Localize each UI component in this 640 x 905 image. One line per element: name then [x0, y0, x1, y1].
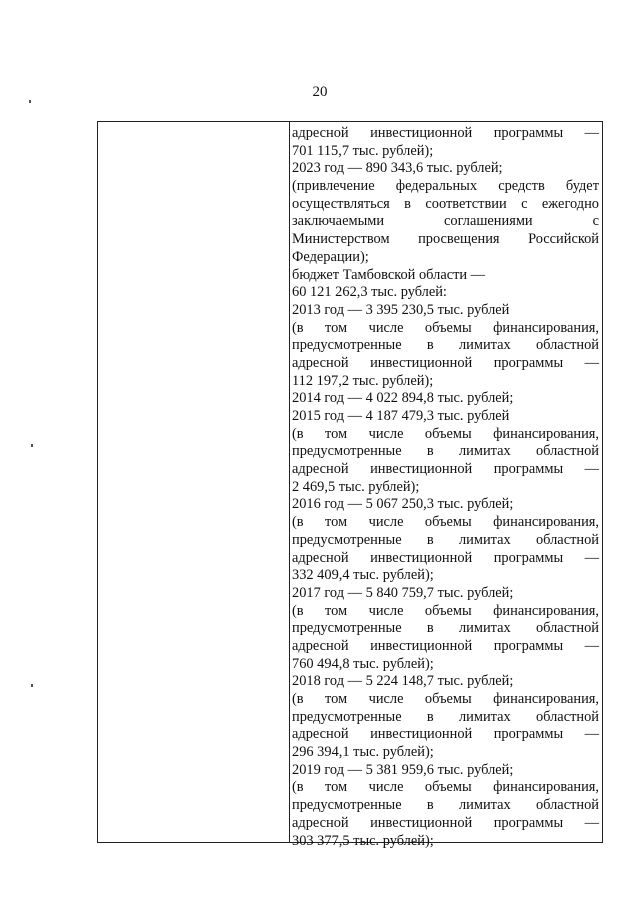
text-word: адресной	[292, 549, 349, 566]
text-word: лимитах	[458, 620, 511, 637]
text-word: с	[592, 213, 599, 230]
text-line	[292, 709, 599, 727]
text-word: областной	[535, 620, 599, 637]
text-word: (в	[292, 514, 304, 531]
text-line	[292, 178, 599, 196]
text-line	[292, 514, 599, 532]
text-line: 2014 год — 4 022 894,8 тыс. рублей;	[292, 390, 514, 407]
text-word: ежегодно	[541, 195, 599, 212]
text-word: предусмотренные	[292, 443, 402, 460]
text-word: областной	[535, 708, 599, 725]
text-word: в	[426, 443, 434, 460]
text-line: 2017 год — 5 840 759,7 тыс. рублей;	[292, 584, 514, 601]
text-word: лимитах	[458, 531, 511, 548]
text-word: соглашениями	[444, 213, 533, 230]
text-word: числе	[368, 319, 404, 336]
text-word: числе	[368, 779, 404, 796]
text-line: 296 394,1 тыс. рублей);	[292, 744, 434, 761]
text-word: инвестиционной	[370, 549, 473, 566]
text-word: Российской	[528, 231, 599, 248]
text-word: том	[325, 779, 348, 796]
text-word: инвестиционной	[370, 125, 473, 141]
text-word: (в	[292, 319, 304, 336]
text-word: программы	[493, 461, 564, 478]
text-word: —	[584, 549, 599, 566]
text-line: 303 377,5 тыс. рублей);	[292, 832, 434, 849]
text-line	[292, 638, 599, 656]
table-cell-content	[292, 125, 599, 850]
text-word: лимитах	[458, 337, 511, 354]
text-line: 2023 год — 890 343,6 тыс. рублей;	[292, 160, 503, 177]
text-line: 2015 год — 4 187 479,3 тыс. рублей	[292, 408, 510, 424]
text-word: будет	[565, 178, 599, 195]
text-line: бюджет Тамбовской области —	[292, 266, 486, 283]
text-word: том	[325, 691, 348, 707]
text-word: просвещения	[418, 231, 500, 248]
text-line: 2013 год — 3 395 230,5 тыс. рублей	[292, 301, 510, 318]
text-word: —	[584, 814, 599, 831]
text-word: соответствии	[425, 195, 507, 212]
text-line	[292, 779, 599, 797]
page-number: 20	[312, 84, 328, 100]
text-word: объемы	[424, 514, 472, 531]
text-word: —	[584, 125, 599, 141]
text-line	[292, 426, 599, 444]
text-line	[292, 125, 599, 143]
text-word: (привлечение	[292, 178, 375, 195]
text-line	[292, 797, 599, 815]
text-word: программы	[493, 637, 564, 654]
text-line	[292, 443, 599, 461]
text-line: 332 409,4 тыс. рублей);	[292, 567, 434, 584]
text-line	[292, 620, 599, 638]
text-word: областной	[535, 443, 599, 460]
text-word: том	[325, 514, 348, 531]
text-word: объемы	[424, 691, 472, 707]
text-word: объемы	[424, 425, 472, 442]
text-word: инвестиционной	[370, 637, 473, 654]
text-word: объемы	[424, 602, 472, 619]
text-word: объемы	[424, 319, 472, 336]
text-word: числе	[368, 514, 404, 531]
text-word: финансирования,	[493, 425, 599, 442]
text-word: осуществляться	[292, 195, 390, 212]
column-divider	[289, 122, 290, 842]
text-word: том	[325, 425, 348, 442]
text-line: 2019 год — 5 381 959,6 тыс. рублей;	[292, 761, 514, 778]
text-line	[292, 231, 599, 249]
text-line: 112 197,2 тыс. рублей);	[292, 372, 434, 389]
text-word: с	[521, 195, 528, 212]
text-word: средств	[498, 178, 545, 195]
text-word: федеральных	[395, 178, 478, 195]
text-word: инвестиционной	[370, 814, 473, 831]
text-word: адресной	[292, 461, 349, 478]
text-word: числе	[368, 602, 404, 619]
text-word: финансирования,	[493, 514, 599, 531]
scan-speck	[31, 684, 33, 687]
text-word: областной	[535, 337, 599, 354]
text-word: заключаемыми	[292, 213, 385, 230]
text-word: программы	[493, 814, 564, 831]
text-word: инвестиционной	[370, 354, 473, 371]
text-line: 2018 год — 5 224 148,7 тыс. рублей;	[292, 673, 514, 690]
text-word: в	[426, 797, 434, 814]
program-table	[97, 121, 603, 849]
text-line: Федерации);	[292, 248, 369, 265]
text-line	[292, 603, 599, 621]
text-word: адресной	[292, 354, 349, 371]
text-word: областной	[535, 531, 599, 548]
scan-speck	[31, 444, 33, 447]
text-word: финансирования,	[493, 691, 599, 707]
text-word: (в	[292, 691, 304, 707]
text-word: лимитах	[458, 797, 511, 814]
text-word: областной	[535, 797, 599, 814]
text-word: числе	[368, 691, 404, 707]
text-word: адресной	[292, 637, 349, 654]
text-word: в	[426, 620, 434, 637]
text-word: финансирования,	[493, 779, 599, 796]
text-line: 60 121 262,3 тыс. рублей:	[292, 284, 447, 301]
text-line: 701 115,7 тыс. рублей);	[292, 142, 434, 159]
text-word: лимитах	[458, 443, 511, 460]
text-word: программы	[493, 354, 564, 371]
text-word: предусмотренные	[292, 531, 402, 548]
text-word: —	[584, 354, 599, 371]
text-word: инвестиционной	[370, 726, 473, 743]
text-word: финансирования,	[493, 319, 599, 336]
text-word: программы	[493, 726, 564, 743]
text-word: в	[426, 708, 434, 725]
text-word: Министерством	[292, 231, 390, 248]
text-word: —	[584, 461, 599, 478]
text-word: предусмотренные	[292, 620, 402, 637]
text-line	[292, 550, 599, 568]
text-word: предусмотренные	[292, 337, 402, 354]
text-word: —	[584, 637, 599, 654]
text-word: лимитах	[458, 708, 511, 725]
text-word: объемы	[424, 779, 472, 796]
text-word: числе	[368, 425, 404, 442]
text-line	[292, 726, 599, 744]
text-line: 760 494,8 тыс. рублей);	[292, 655, 434, 672]
text-line	[292, 461, 599, 479]
text-word: том	[325, 319, 348, 336]
text-word: в	[426, 337, 434, 354]
text-line	[292, 691, 599, 709]
text-line	[292, 320, 599, 338]
text-line	[292, 815, 599, 833]
text-word: программы	[493, 549, 564, 566]
text-word: том	[325, 602, 348, 619]
text-word: адресной	[292, 726, 349, 743]
text-word: программы	[493, 125, 564, 141]
text-word: инвестиционной	[370, 461, 473, 478]
text-line	[292, 532, 599, 550]
text-word: предусмотренные	[292, 797, 402, 814]
text-word: в	[404, 195, 411, 212]
text-word: предусмотренные	[292, 708, 402, 725]
text-word: адресной	[292, 814, 349, 831]
text-line: 2 469,5 тыс. рублей);	[292, 478, 420, 495]
text-word: в	[426, 531, 434, 548]
text-line	[292, 213, 599, 231]
text-word: (в	[292, 602, 304, 619]
text-word: финансирования,	[493, 602, 599, 619]
text-word: (в	[292, 779, 304, 796]
text-line	[292, 196, 599, 214]
text-line	[292, 337, 599, 355]
text-line: 2016 год — 5 067 250,3 тыс. рублей;	[292, 496, 514, 513]
text-word: адресной	[292, 125, 349, 141]
text-word: —	[584, 726, 599, 743]
text-line	[292, 355, 599, 373]
scan-speck	[29, 100, 31, 103]
text-word: (в	[292, 425, 304, 442]
